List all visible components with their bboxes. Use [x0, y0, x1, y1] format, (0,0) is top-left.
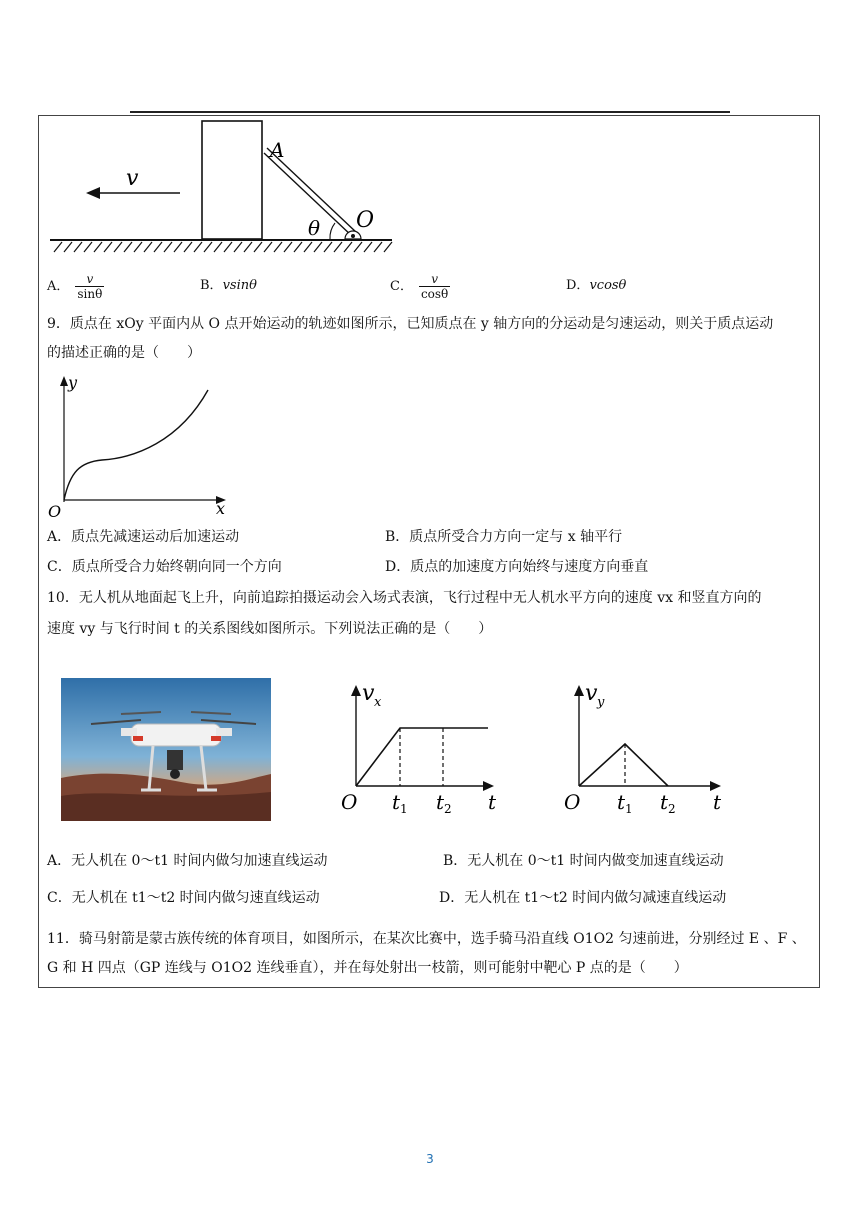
point-a-label: A [270, 138, 285, 162]
ground-hatch [54, 242, 392, 252]
vy-t1-sub: 1 [625, 802, 633, 816]
trajectory-curve [64, 390, 208, 500]
vy-t2-sub: 2 [668, 802, 676, 816]
vy-axis-label: v [585, 681, 598, 706]
page-number: 3 [426, 1152, 434, 1166]
point-o-label: O [356, 208, 375, 233]
q10-stem-line2: 速度 vy 与飞行时间 t 的关系图线如图所示。下列说法正确的是（ ） [47, 621, 493, 637]
fraction-c: $\frac{v}{\cos\theta}$ [420, 272, 449, 301]
vx-t1-label: t [392, 790, 401, 814]
q9-option-b[interactable]: B．质点所受合力方向一定与 x 轴平行 [385, 529, 623, 545]
vx-t2-label: t [436, 790, 445, 814]
vy-origin-label: O [564, 790, 581, 814]
q10-stem-line1: 10．无人机从地面起飞上升，向前追踪拍摄运动会入场式表演，飞行过程中无人机水平方向的速度 vx 和竖直方向的 [47, 590, 762, 606]
q11-stem-line1: 11．骑马射箭是蒙古族传统的体育项目，如图所示，在某次比赛中，选手骑马沿直线 O1O2 匀速前进，分别经过 E 、F 、 [47, 931, 806, 947]
q11-stem-line2: G 和 H 四点（GP 连线与 O1O2 连线垂直），并在每处射出一枝箭，则可能射中靶心 P 点的是（ ） [47, 960, 688, 976]
vy-t2-label: t [660, 790, 669, 814]
vx-time-axis-label: t [488, 790, 497, 814]
q10-option-c[interactable]: C．无人机在 t1～t2 时间内做匀速直线运动 [47, 890, 320, 906]
q8-option-a[interactable]: A． $\frac{v}{\sin\theta}$ [47, 272, 103, 301]
theta-label: θ [308, 216, 321, 240]
block-rod-figure [40, 115, 420, 265]
vx-line [356, 728, 488, 786]
block [202, 121, 262, 239]
vy-time-axis-label: t [713, 790, 722, 814]
trajectory-graph [44, 372, 234, 520]
origin-label: O [48, 502, 62, 520]
q10-option-a[interactable]: A．无人机在 0～t1 时间内做匀加速直线运动 [47, 853, 328, 869]
axis-y-label: y [68, 373, 78, 392]
q9-stem-line1: 9．质点在 xOy 平面内从 O 点开始运动的轨迹如图所示，已知质点在 y 轴方向的分运动是匀速运动，则关于质点运动 [47, 316, 774, 332]
drone-photo [61, 678, 271, 821]
vy-time-graph [561, 678, 731, 820]
vx-t2-sub: 2 [444, 802, 452, 816]
q10-option-d[interactable]: D．无人机在 t1～t2 时间内做匀减速直线运动 [439, 890, 727, 906]
q9-option-c[interactable]: C．质点所受合力始终朝向同一个方向 [47, 559, 282, 575]
vx-origin-label: O [341, 790, 358, 814]
q9-option-a[interactable]: A．质点先减速运动后加速运动 [47, 529, 240, 545]
q8-option-d[interactable]: D．vcosθ [566, 278, 627, 293]
vy-t1-label: t [617, 790, 626, 814]
axis-x-label: x [216, 499, 226, 518]
header-rule [130, 111, 730, 113]
q10-option-b[interactable]: B．无人机在 0～t1 时间内做变加速直线运动 [443, 853, 724, 869]
vy-axis-sub: y [597, 695, 605, 710]
vy-line [579, 744, 668, 786]
vx-axis-sub: x [374, 695, 382, 710]
vx-time-graph [338, 678, 508, 820]
q9-stem-line2: 的描述正确的是（ ） [47, 345, 201, 361]
vx-t1-sub: 1 [400, 802, 408, 816]
fraction-a: $\frac{v}{\sin\theta}$ [77, 272, 103, 301]
vx-axis-label: v [362, 681, 375, 706]
velocity-label: v [126, 166, 139, 191]
q8-option-c[interactable]: C． $\frac{v}{\cos\theta}$ [390, 272, 449, 301]
q8-option-b[interactable]: B．vsinθ [200, 278, 257, 293]
q9-option-d[interactable]: D．质点的加速度方向始终与速度方向垂直 [385, 559, 649, 575]
